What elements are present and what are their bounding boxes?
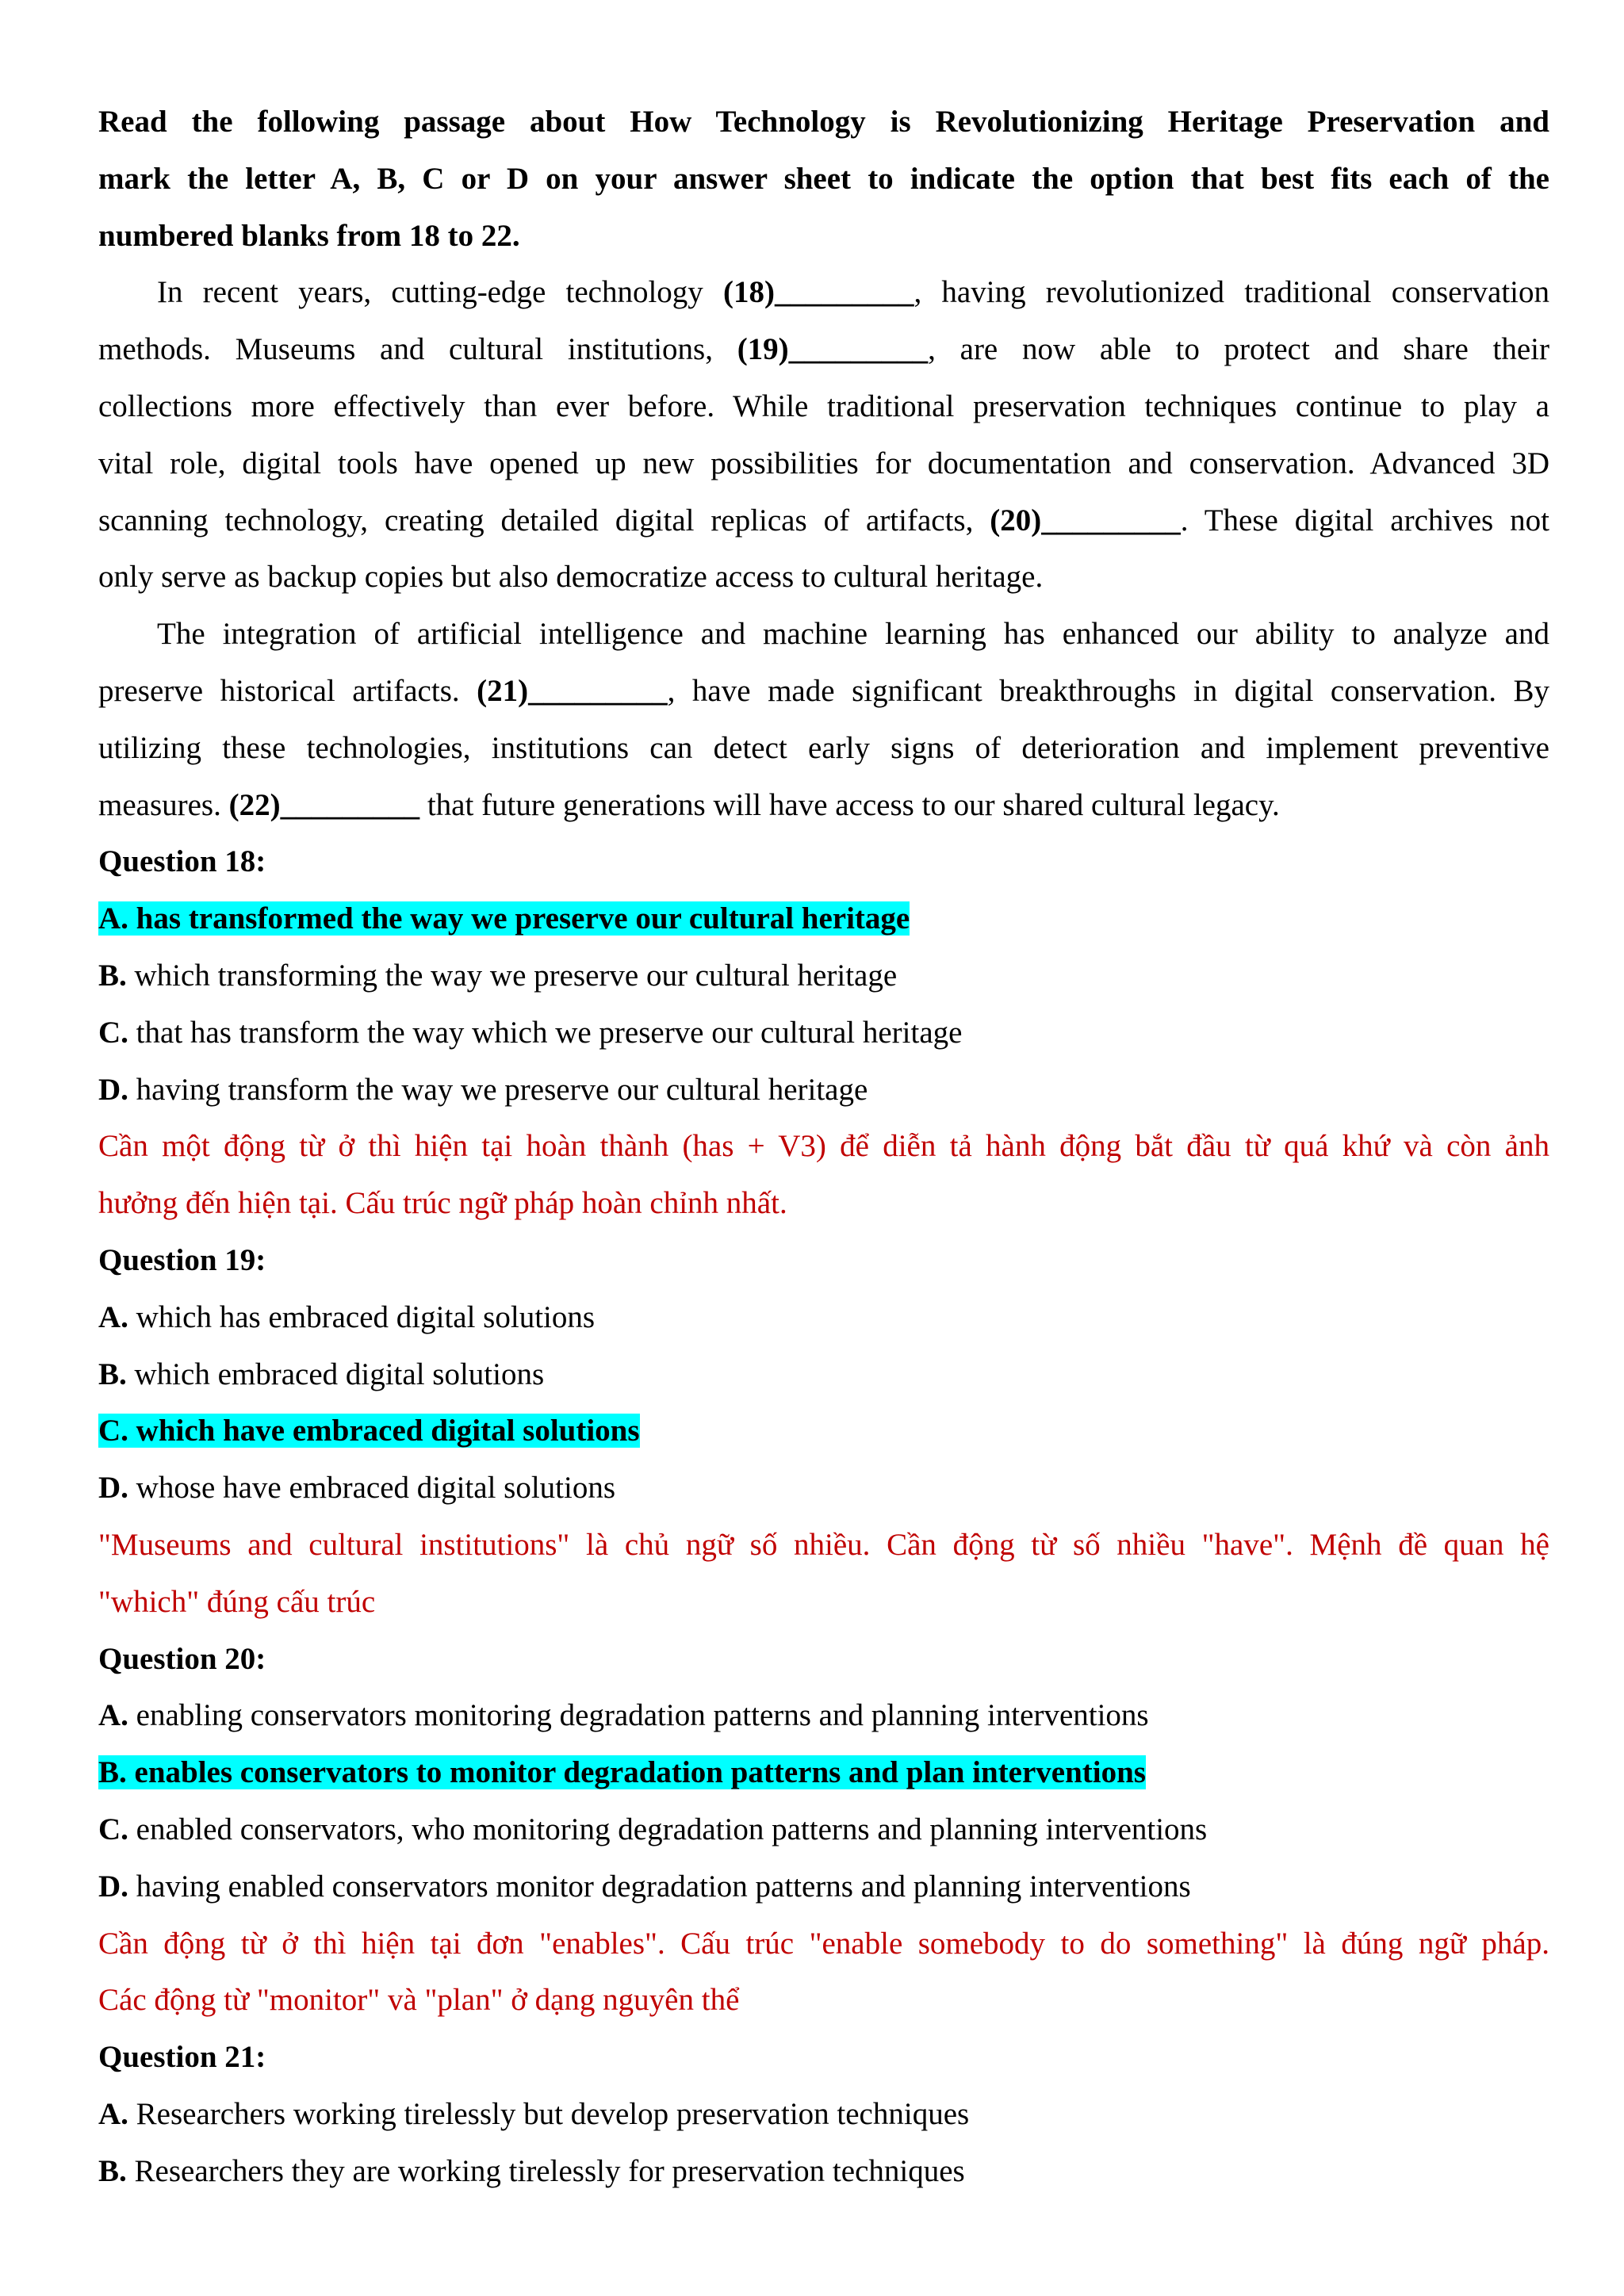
blank-number-19: (19) [737, 332, 789, 367]
explanation-line: Cần động từ ở thì hiện tại đơn "enables". Cấu trúc "enable somebody to do something" là đúng ngữ pháp. [98, 1926, 1549, 1961]
explanation-line: "which" đúng cấu trúc [98, 1584, 376, 1619]
question-title: Question 19: [98, 1242, 266, 1277]
blank-number-21: (21) [477, 673, 529, 708]
blank-number-18: (18) [723, 275, 775, 310]
option-a: A. Researchers working tirelessly but develop preservation techniques [98, 2096, 970, 2131]
passage-line: In recent years, cutting-edge technology (18)_________, having revolutionized traditional conservation [157, 275, 1549, 310]
explanation-line: Các động từ "monitor" và "plan" ở dạng nguyên thể [98, 1983, 740, 2018]
blank-number-22: (22) [228, 787, 281, 822]
blank-number-20: (20) [990, 503, 1042, 538]
explanation-line: "Museums and cultural institutions" là chủ ngữ số nhiều. Cần động từ số nhiều "have". Mệnh đề quan hệ [98, 1527, 1549, 1562]
passage-line: collections more effectively than ever before. While traditional preservation techniques continue to play a [98, 388, 1549, 423]
option-c-correct [98, 1402, 1549, 1460]
answer-highlight: A. has transformed the way we preserve our cultural heritage [98, 901, 910, 936]
option-d: D. having transform the way we preserve our cultural heritage [98, 1072, 868, 1107]
passage-line: scanning technology, creating detailed digital replicas of artifacts, (20)_________. These digital archives not [98, 503, 1549, 538]
option-d: D. whose have embraced digital solutions [98, 1471, 616, 1506]
option-a: A. which has embraced digital solutions [98, 1299, 596, 1334]
answer-highlight: C. which have embraced digital solutions [98, 1414, 640, 1448]
passage-line: utilizing these technologies, institutions can detect early signs of deterioration and implement preventive [98, 730, 1549, 765]
blank-line: _________ [280, 787, 420, 822]
blank-line: _________ [788, 332, 929, 367]
answer-highlight: B. enables conservators to monitor degradation patterns and plan interventions [98, 1755, 1146, 1790]
blank-line: _________ [528, 673, 668, 708]
blank-line: _________ [1041, 503, 1181, 538]
question-title: Question 21: [98, 2040, 266, 2075]
option-b: B. which embraced digital solutions [98, 1357, 545, 1391]
option-d: D. having enabled conservators monitor degradation patterns and planning interventions [98, 1869, 1191, 1904]
passage-line: methods. Museums and cultural institutions, (19)_________, are now able to protect and share their [98, 332, 1549, 367]
passage-line: preserve historical artifacts. (21)_________, have made significant breakthroughs in digital conservation. By [98, 673, 1549, 708]
option-c: C. that has transform the way which we preserve our cultural heritage [98, 1015, 963, 1050]
passage-line: vital role, digital tools have opened up new possibilities for documentation and conservation. Advanced 3D [98, 446, 1549, 480]
instruction-line: numbered blanks from 18 to 22. [98, 218, 520, 253]
option-a: A. enabling conservators monitoring degradation patterns and planning interventions [98, 1698, 1149, 1733]
passage-line: The integration of artificial intelligence and machine learning has enhanced our ability to analyze and [157, 617, 1549, 652]
option-b: B. which transforming the way we preserve our cultural heritage [98, 958, 898, 993]
option-b: B. Researchers they are working tirelessly for preservation techniques [98, 2153, 965, 2188]
explanation-line: Cần một động từ ở thì hiện tại hoàn thành (has + V3) để diễn tả hành động bắt đầu từ quá khứ và còn ảnh [98, 1129, 1549, 1164]
document-page [98, 94, 1549, 2199]
option-c: C. enabled conservators, who monitoring degradation patterns and planning interventions [98, 1812, 1208, 1846]
question-title: Question 20: [98, 1641, 266, 1676]
passage-line: only serve as backup copies but also democratize access to cultural heritage. [98, 560, 1044, 595]
option-a-correct [98, 890, 1549, 947]
explanation-line: hưởng đến hiện tại. Cấu trúc ngữ pháp hoàn chỉnh nhất. [98, 1186, 787, 1221]
question-title: Question 18: [98, 844, 266, 879]
blank-line: _________ [774, 275, 914, 310]
instruction-line: mark the letter A, B, C or D on your answer sheet to indicate the option that best fits each of the [98, 161, 1549, 196]
instruction-line: Read the following passage about How Technology is Revolutionizing Heritage Preservation and [98, 105, 1549, 139]
passage-line: measures. (22)_________ that future generations will have access to our shared cultural legacy. [98, 787, 1280, 822]
option-b-correct [98, 1744, 1549, 1801]
